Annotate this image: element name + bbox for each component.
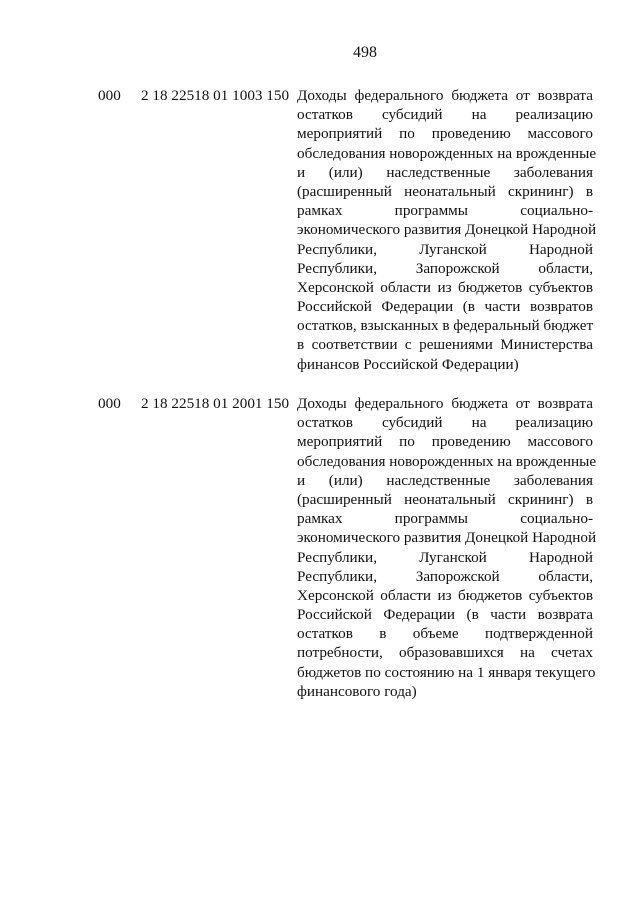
administrator-code: 000 [98,87,121,104]
description-line: мероприятий по проведению массового [297,433,593,451]
description-line: Республики, Запорожской области, [297,567,593,585]
description-line: в соответствии с решениями Министерства [297,336,593,354]
description-line: (расширенный неонатальный скрининг) в [297,182,593,200]
description-line: рамках программы социально- [297,202,593,220]
income-classification-code: 2 18 22518 01 2001 150 [141,395,290,412]
description-line: потребности, образовавшихся на счетах [297,644,593,662]
description-line: остатков в объеме подтвержденной [297,625,593,643]
description-line: Херсонской области из бюджетов субъектов [297,278,593,296]
description-line: и (или) наследственные заболевания [297,471,593,489]
description-line: Республики, Луганской Народной [297,548,593,566]
description-line: обследования новорожденных на врожденные [297,452,597,470]
description-line: Доходы федерального бюджета от возврата [297,395,593,412]
income-description [297,86,597,374]
income-classification-code: 2 18 22518 01 1003 150 [141,87,290,104]
description-line: Республики, Запорожской области, [297,259,593,277]
description-line: Доходы федерального бюджета от возврата [297,87,593,104]
description-line: финансов Российской Федерации) [297,355,519,373]
description-line: остатков субсидий на реализацию [297,106,593,124]
description-line: Российской Федерации (в части возвратов [297,298,593,316]
page-number: 498 [353,44,377,61]
description-line: остатков, взысканных в федеральный бюджет [297,317,594,335]
description-line: экономического развития Донецкой Народной [297,221,597,239]
description-line: рамках программы социально- [297,510,593,528]
description-line: (расширенный неонатальный скрининг) в [297,490,593,508]
description-line: Республики, Луганской Народной [297,240,593,258]
description-line: остатков субсидий на реализацию [297,414,593,432]
description-line: обследования новорожденных на врожденные [297,144,597,162]
description-line: финансового года) [297,682,417,700]
description-line: Российской Федерации (в части возврата [297,606,593,624]
description-line: бюджетов по состоянию на 1 января текущего [297,663,596,681]
description-line: экономического развития Донецкой Народной [297,529,597,547]
description-line: и (или) наследственные заболевания [297,163,593,181]
administrator-code: 000 [98,395,121,412]
description-line: мероприятий по проведению массового [297,125,593,143]
description-line: Херсонской области из бюджетов субъектов [297,586,593,604]
income-description [297,394,597,701]
